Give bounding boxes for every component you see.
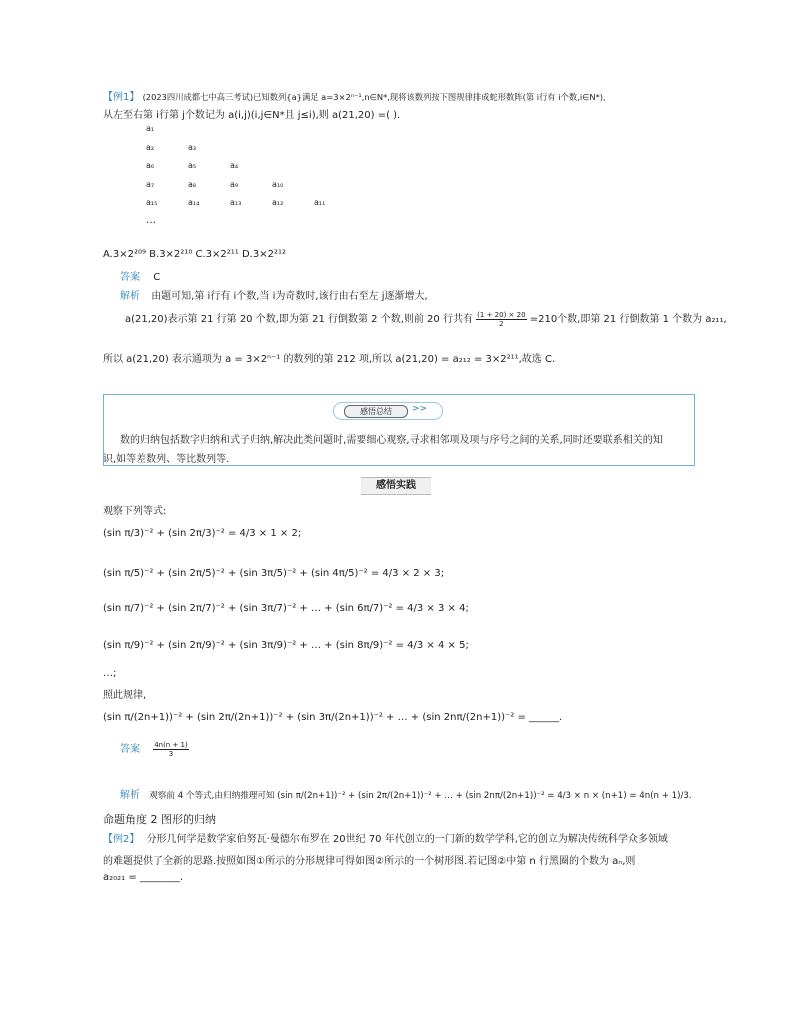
practice-title: 感悟实践 [361,477,431,495]
equation-2: (sin π/5)⁻² + (sin 2π/5)⁻² + (sin 3π/5)⁻² + (sin 4π/5)⁻² = 4/3 × 2 × 3; [103,568,445,579]
example1-statement: (2023四川成都七中高三考试)已知数列{a}满足 a=3×2ⁿ⁻¹,n∈N*,现将该数列按下图规律排成蛇形数阵(第 i行有 i个数,i∈N*), [142,92,606,102]
practice-answer-fraction [153,741,189,758]
triangle-cell: a₆ [146,161,155,170]
equation-3: (sin π/7)⁻² + (sin 2π/7)⁻² + (sin 3π/7)⁻² + … + (sin 6π/7)⁻² = 4/3 × 3 × 4; [103,603,469,614]
answer1-value: C [153,272,161,283]
fraction-numerator: (1 + 20) × 20 [477,310,526,319]
triangle-cell: a₃ [188,142,197,152]
analysis1-text2a: a(21,20)表示第 21 行第 20 个数,即为第 21 行倒数第 2 个数,则前 20 行共有 [125,314,473,325]
practice-question: (sin π/(2n+1))⁻² + (sin 2π/(2n+1))⁻² + (sin 3π/(2n+1))⁻² + … + (sin 2nπ/(2n+1))⁻² = ______. [103,712,563,723]
triangle-cell: a₈ [188,179,197,189]
example2-statement: 分形几何学是数学家伯努瓦·曼德尔布罗在 20世纪 70 年代创立的一门新的数学学科,它的创立为解决传统科学众多领域 [146,834,668,845]
practice-analysis [120,786,692,801]
triangle-cell: a₁₄ [188,198,200,207]
analysis1-fraction [476,311,526,328]
example2-line1 [103,830,668,845]
triangle-cell: a₁₀ [272,179,284,189]
triangle-cell: a₄ [230,161,239,170]
analysis1-line3: 所以 a(21,20) 表示通项为 a = 3×2ⁿ⁻¹ 的数列的第 212 项,所以 a(21,20) = a₂₁₂ = 3×2²¹¹,故选 C. [103,354,556,365]
triangle-cell: a₁₁ [314,198,326,207]
example2-line3: a₂₀₂₁ = ________. [103,872,184,883]
analysis1-text2b: =210个数,即第 21 行倒数第 1 个数为 a₂₁₁, [529,314,727,325]
practice-analysis-label: 解析 [120,790,140,801]
triangle-ellipsis: … [146,215,156,226]
analysis1-line2 [125,310,727,328]
practice-answer-label: 答案 [120,744,140,755]
answer-numerator: 4n(n + 1) [154,740,188,749]
example2-tag: 【例2】 [103,834,140,845]
equation-4: (sin π/9)⁻² + (sin 2π/9)⁻² + (sin 3π/9)⁻² + … + (sin 8π/9)⁻² = 4/3 × 4 × 5; [103,640,469,651]
summary-line1: 数的归纳包括数字归纳和式子归纳,解决此类问题时,需要细心观察,寻求相邻项及项与序号之间的关系,同时还要联系相关的知 [120,435,663,446]
triangle-cell: a₉ [230,179,239,189]
angle2-title: 命题角度 2 图形的归纳 [103,813,216,826]
answer1-line [120,268,160,283]
example1-line1 [103,88,606,103]
answer-denominator: 3 [168,749,174,758]
analysis1-line1 [120,287,428,302]
triangle-array [146,124,386,228]
analysis1-label: 解析 [120,291,140,302]
triangle-cell: a₂ [146,142,155,152]
triangle-cell: a₁ [146,124,155,133]
summary-line2: 识,如等差数列、等比数列等. [103,454,230,465]
practice-intro: 观察下列等式: [103,506,167,517]
summary-badge [333,402,443,420]
equation-1: (sin π/3)⁻² + (sin 2π/3)⁻² = 4/3 × 1 × 2; [103,528,302,539]
double-arrow-icon: >> [412,404,428,414]
example2-line2: 的难题提供了全新的思路.按照如图①所示的分形规律可得如图②所示的一个树形图.若记图②中第 n 行黑圈的个数为 aₙ,则 [103,856,636,867]
summary-title: 感悟总结 [344,405,408,418]
triangle-cell: a₁₂ [272,198,284,207]
options-line: A.3×2²⁰⁹ B.3×2²¹⁰ C.3×2²¹¹ D.3×2²¹² [103,249,286,260]
rule-line: 照此规律, [103,690,147,701]
analysis1-text1: 由题可知,第 i行有 i个数,当 i为奇数时,该行由右至左 j逐渐增大, [151,291,428,302]
triangle-cell: a₁₃ [230,198,242,207]
practice-analysis-text: 观察前 4 个等式,由归纳推理可知 (sin π/(2n+1))⁻² + (sin 2π/(2n+1))⁻² + … + (sin 2nπ/(2n+1))⁻² = 4/3 × n × (n+1) = 4n(n + 1)/3. [149,791,692,801]
triangle-cell: a₅ [188,161,197,170]
triangle-cell: a₇ [146,179,155,189]
practice-answer [120,740,189,758]
example1-line2: 从左至右第 i行第 j个数记为 a(i,j)(i,j∈N*且 j≤i),则 a(21,20) =( ). [103,110,401,121]
fraction-denominator: 2 [499,319,504,328]
example1-tag: 【例1】 [103,92,140,103]
ellipsis-line: …; [103,668,117,679]
triangle-cell: a₁₅ [146,198,158,207]
answer1-label: 答案 [120,272,140,283]
